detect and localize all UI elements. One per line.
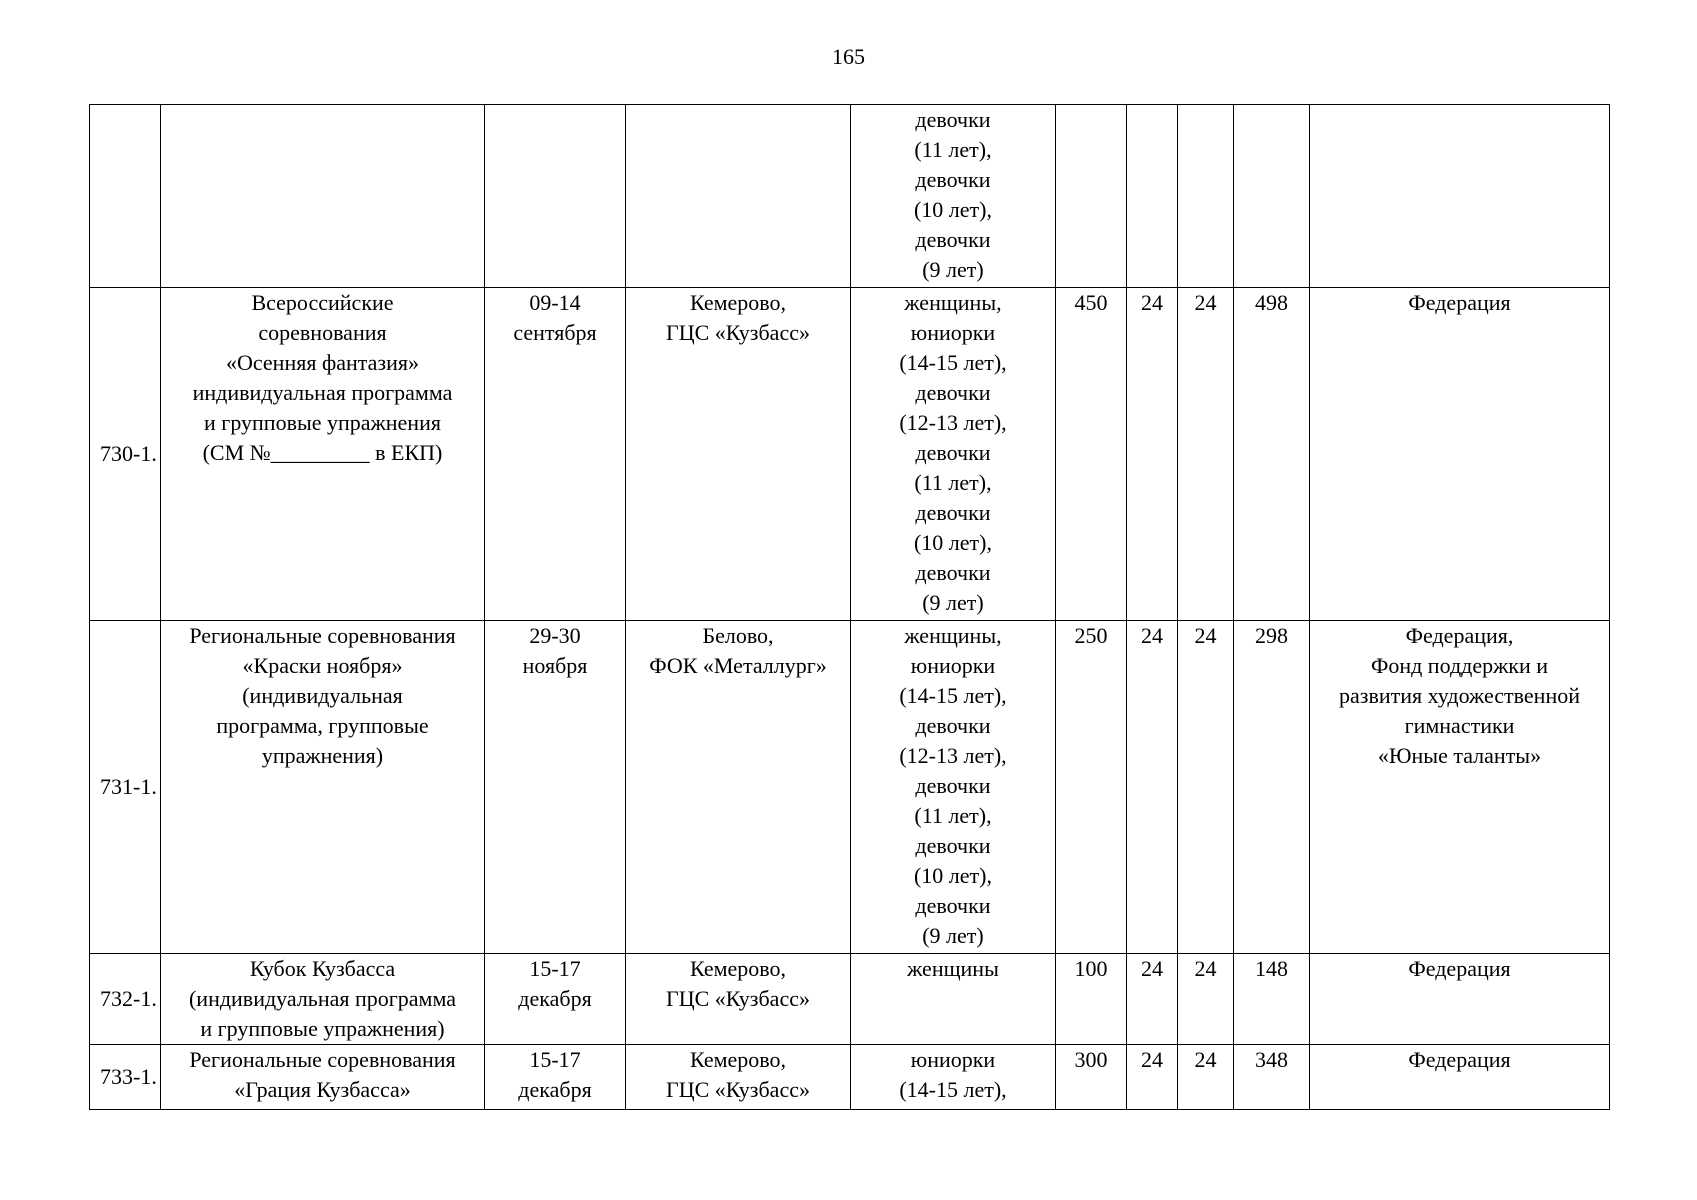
table-row bbox=[90, 1045, 1610, 1110]
event-organizer: Федерация bbox=[1310, 288, 1610, 621]
event-participants: девочки (11 лет), девочки (10 лет), девочки (9 лет) bbox=[851, 105, 1056, 288]
table-row bbox=[90, 288, 1610, 621]
event-name: Региональные соревнования «Краски ноября» (индивидуальная программа, групповые упражнения) bbox=[161, 621, 485, 954]
event-number: 733-1. bbox=[90, 1045, 161, 1110]
event-dates: 15-17 декабря bbox=[485, 954, 626, 1045]
event-count-3: 24 bbox=[1178, 621, 1234, 954]
event-count-2: 24 bbox=[1127, 288, 1178, 621]
event-count-1: 100 bbox=[1056, 954, 1127, 1045]
event-count-total: 148 bbox=[1234, 954, 1310, 1045]
event-participants: женщины bbox=[851, 954, 1056, 1045]
event-organizer: Федерация bbox=[1310, 1045, 1610, 1110]
event-number bbox=[90, 105, 161, 288]
event-count-1: 450 bbox=[1056, 288, 1127, 621]
event-count-1: 300 bbox=[1056, 1045, 1127, 1110]
event-name: Кубок Кузбасса (индивидуальная программа и групповые упражнения) bbox=[161, 954, 485, 1045]
event-participants: юниорки (14-15 лет), bbox=[851, 1045, 1056, 1110]
event-place: Кемерово, ГЦС «Кузбасс» bbox=[626, 288, 851, 621]
event-dates: 15-17 декабря bbox=[485, 1045, 626, 1110]
event-count-2 bbox=[1127, 105, 1178, 288]
event-number: 732-1. bbox=[90, 954, 161, 1045]
event-dates bbox=[485, 105, 626, 288]
event-number: 731-1. bbox=[90, 621, 161, 954]
event-name bbox=[161, 105, 485, 288]
event-number: 730-1. bbox=[90, 288, 161, 621]
table-row bbox=[90, 105, 1610, 288]
event-place bbox=[626, 105, 851, 288]
event-name: Региональные соревнования «Грация Кузбасса» bbox=[161, 1045, 485, 1110]
event-organizer: Федерация bbox=[1310, 954, 1610, 1045]
event-count-3: 24 bbox=[1178, 288, 1234, 621]
event-count-total: 348 bbox=[1234, 1045, 1310, 1110]
event-count-2: 24 bbox=[1127, 1045, 1178, 1110]
page-number: 165 bbox=[832, 44, 865, 69]
table-row bbox=[90, 954, 1610, 1045]
event-participants: женщины, юниорки (14-15 лет), девочки (12-13 лет), девочки (11 лет), девочки (10 лет), девочки (9 лет) bbox=[851, 621, 1056, 954]
table-row bbox=[90, 621, 1610, 954]
event-dates: 29-30 ноября bbox=[485, 621, 626, 954]
event-count-total bbox=[1234, 105, 1310, 288]
event-participants: женщины, юниорки (14-15 лет), девочки (12-13 лет), девочки (11 лет), девочки (10 лет), девочки (9 лет) bbox=[851, 288, 1056, 621]
event-count-2: 24 bbox=[1127, 954, 1178, 1045]
event-name: Всероссийские соревнования «Осенняя фантазия» индивидуальная программа и групповые упражнения (СМ №_________ в ЕКП) bbox=[161, 288, 485, 621]
event-count-3: 24 bbox=[1178, 954, 1234, 1045]
event-count-2: 24 bbox=[1127, 621, 1178, 954]
event-count-3 bbox=[1178, 105, 1234, 288]
events-table bbox=[89, 104, 1610, 1110]
event-organizer bbox=[1310, 105, 1610, 288]
event-count-3: 24 bbox=[1178, 1045, 1234, 1110]
event-organizer: Федерация, Фонд поддержки и развития художественной гимнастики «Юные таланты» bbox=[1310, 621, 1610, 954]
event-count-total: 498 bbox=[1234, 288, 1310, 621]
event-dates: 09-14 сентября bbox=[485, 288, 626, 621]
event-count-total: 298 bbox=[1234, 621, 1310, 954]
event-count-1: 250 bbox=[1056, 621, 1127, 954]
event-place: Кемерово, ГЦС «Кузбасс» bbox=[626, 954, 851, 1045]
event-count-1 bbox=[1056, 105, 1127, 288]
event-place: Кемерово, ГЦС «Кузбасс» bbox=[626, 1045, 851, 1110]
event-place: Белово, ФОК «Металлург» bbox=[626, 621, 851, 954]
